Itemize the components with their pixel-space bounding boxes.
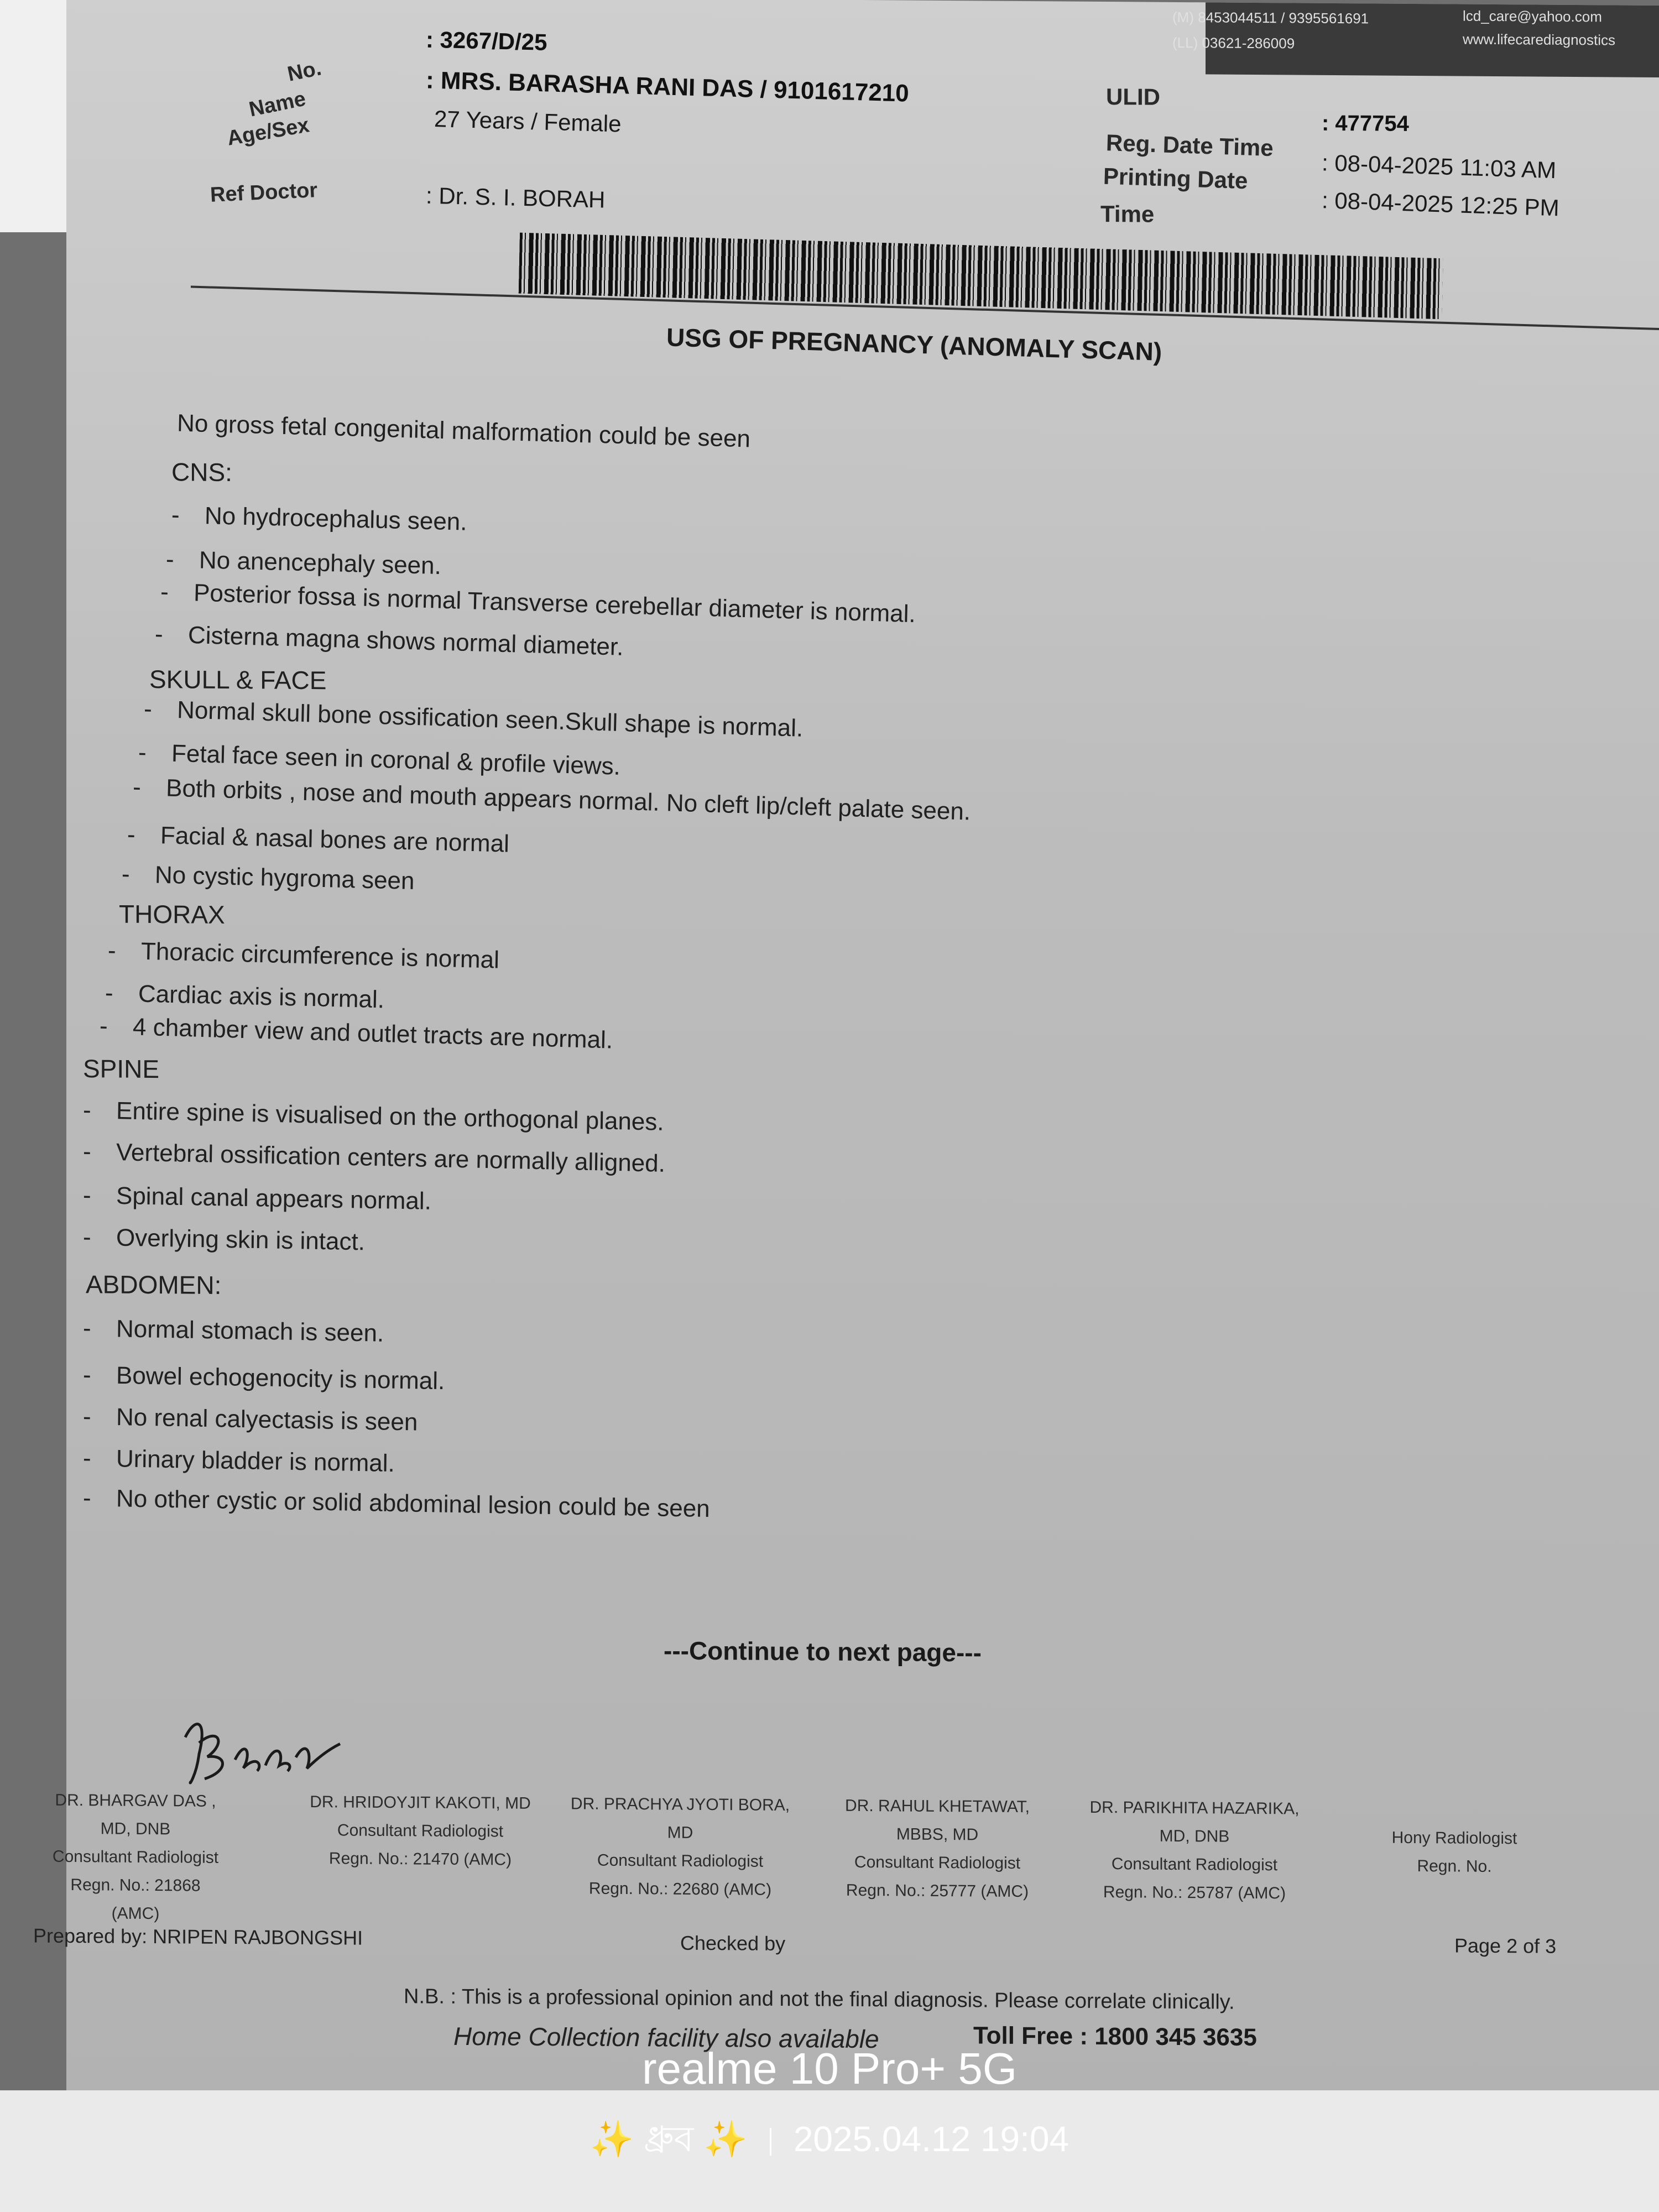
list-item: - Cisterna magna shows normal diameter. [154, 620, 624, 661]
doctor-name: DR. PARIKHITA HAZARIKA, MD, DNB [1089, 1798, 1300, 1846]
list-item: - Thoracic circumference is normal [107, 937, 500, 974]
prepared-by: Prepared by: NRIPEN RAJBONGSHI [33, 1924, 363, 1949]
list-item: - No anencephaly seen. [165, 545, 442, 580]
label-age-sex: Age/Sex [225, 113, 311, 150]
camera-watermark-device: realme 10 Pro+ 5G [641, 2044, 1018, 2093]
continue-note: ---Continue to next page--- [664, 1636, 982, 1667]
report-intro: No gross fetal congenital malformation could be seen [176, 409, 751, 453]
section-heading-spine: SPINE [83, 1054, 160, 1084]
list-item: - Normal skull bone ossification seen.Skull shape is normal. [143, 695, 804, 742]
barcode [519, 233, 1443, 320]
list-item: - Cardiac axis is normal. [105, 979, 385, 1014]
doctor-credit-6 [1360, 1823, 1548, 1881]
doctor-regn: Regn. No.: 25787 (AMC) [1103, 1883, 1286, 1903]
doctor-regn: Regn. No.: 21868 (AMC) [70, 1875, 201, 1923]
doctor-regn: Regn. No. [1417, 1856, 1492, 1876]
label-ref-doctor: Ref Doctor [210, 179, 319, 207]
list-item: - Urinary bladder is normal. [82, 1444, 395, 1478]
label-ulid: ULID [1106, 84, 1160, 110]
list-item: - Bowel echogenocity is normal. [82, 1361, 445, 1395]
list-item: - No renal calyectasis is seen [82, 1402, 418, 1436]
report-title: USG OF PREGNANCY (ANOMALY SCAN) [666, 322, 1162, 366]
contact-mobile: (M) 8453044511 / 9395561691 [1172, 8, 1369, 27]
doctor-credit-1 [44, 1786, 227, 1928]
label-no: No. [285, 56, 324, 86]
report-paper [33, 0, 1659, 2140]
label-time: Time [1100, 201, 1155, 227]
label-name: Name [247, 87, 308, 122]
report-number: : 3267/D/25 [425, 26, 547, 55]
doctor-regn: Regn. No.: 21470 (AMC) [328, 1849, 512, 1869]
doctor-name: DR. RAHUL KHETAWAT, MBBS, MD [845, 1796, 1030, 1844]
list-item: - Vertebral ossification centers are normally alligned. [82, 1138, 666, 1177]
doctor-credit-4 [827, 1792, 1048, 1906]
doctor-regn: Regn. No.: 22680 (AMC) [588, 1879, 772, 1899]
watermark-tag: ✨ ধ্রুব ✨ [589, 2119, 748, 2159]
ulid-value: : 477754 [1322, 111, 1409, 136]
home-collection-note: Home Collection facility also available [453, 2021, 879, 2054]
list-item: - Normal stomach is seen. [82, 1314, 384, 1347]
section-heading-thorax: THORAX [119, 899, 225, 929]
signature-icon [174, 1704, 357, 1799]
doctor-role: Consultant Radiologist [1111, 1855, 1278, 1875]
contact-website: www.lifecarediagnostics [1463, 30, 1616, 49]
label-reg-date-time: Reg. Date Time [1105, 129, 1274, 161]
doctor-name: DR. BHARGAV DAS , MD, DNB [55, 1791, 216, 1839]
list-item: - Fetal face seen in coronal & profile views. [138, 738, 621, 780]
patient-age-sex: 27 Years / Female [434, 106, 622, 137]
doctor-role: Consultant Radiologist [854, 1853, 1021, 1872]
doctor-credit-2 [304, 1788, 536, 1874]
doctor-regn: Regn. No.: 25777 (AMC) [846, 1881, 1029, 1901]
section-heading-cns: CNS: [171, 457, 232, 487]
list-item: - No cystic hygroma seen [121, 860, 415, 895]
doctor-role: Consultant Radiologist [597, 1851, 764, 1871]
section-heading-abdomen: ABDOMEN: [86, 1270, 222, 1300]
watermark-datetime: 2025.04.12 19:04 [793, 2119, 1070, 2159]
checked-by: Checked by [680, 1931, 786, 1955]
list-item: - Both orbits , nose and mouth appears normal. No cleft lip/cleft palate seen. [132, 773, 971, 826]
patient-name: : MRS. BARASHA RANI DAS / 9101617210 [425, 66, 910, 107]
list-item: - Posterior fossa is normal Transverse cerebellar diameter is normal. [160, 578, 916, 628]
label-printing-date: Printing Date [1103, 163, 1248, 194]
page-number: Page 2 of 3 [1454, 1934, 1557, 1958]
contact-landline: (LL) 03621-286009 [1172, 34, 1295, 52]
list-item: - Spinal canal appears normal. [82, 1181, 432, 1215]
list-item: - No other cystic or solid abdominal lesion could be seen [82, 1484, 710, 1523]
list-item: - Entire spine is visualised on the orthogonal planes. [82, 1096, 664, 1136]
reg-date-time-value: : 08-04-2025 11:03 AM [1321, 149, 1557, 184]
list-item: - Facial & nasal bones are normal [127, 821, 510, 858]
doctor-role: Hony Radiologist [1391, 1828, 1517, 1848]
contact-email: lcd_care@yahoo.com [1463, 7, 1602, 25]
doctor-credit-3 [570, 1790, 791, 1904]
toll-free-number: Toll Free : 1800 345 3635 [973, 2022, 1257, 2051]
list-item: - 4 chamber view and outlet tracts are normal. [99, 1012, 613, 1054]
doctor-role: Consultant Radiologist [52, 1847, 219, 1867]
list-item: - No hydrocephalus seen. [171, 501, 467, 536]
doctor-credit-5 [1084, 1793, 1305, 1908]
doctor-name: DR. HRIDOYJIT KAKOTI, MD [310, 1793, 531, 1813]
disclaimer-note: N.B. : This is a professional opinion and not the final diagnosis. Please correlate clinically. [404, 1985, 1235, 2014]
list-item: - Overlying skin is intact. [82, 1223, 366, 1256]
watermark-divider [770, 2128, 771, 2156]
doctor-role: Consultant Radiologist [337, 1821, 504, 1841]
ref-doctor: : Dr. S. I. BORAH [425, 182, 606, 213]
section-heading-skull-face: SKULL & FACE [149, 664, 327, 695]
camera-watermark-stamp [0, 2112, 1659, 2172]
doctor-name: DR. PRACHYA JYOTI BORA, MD [570, 1794, 790, 1842]
printing-date-time-value: : 08-04-2025 12:25 PM [1321, 187, 1560, 221]
